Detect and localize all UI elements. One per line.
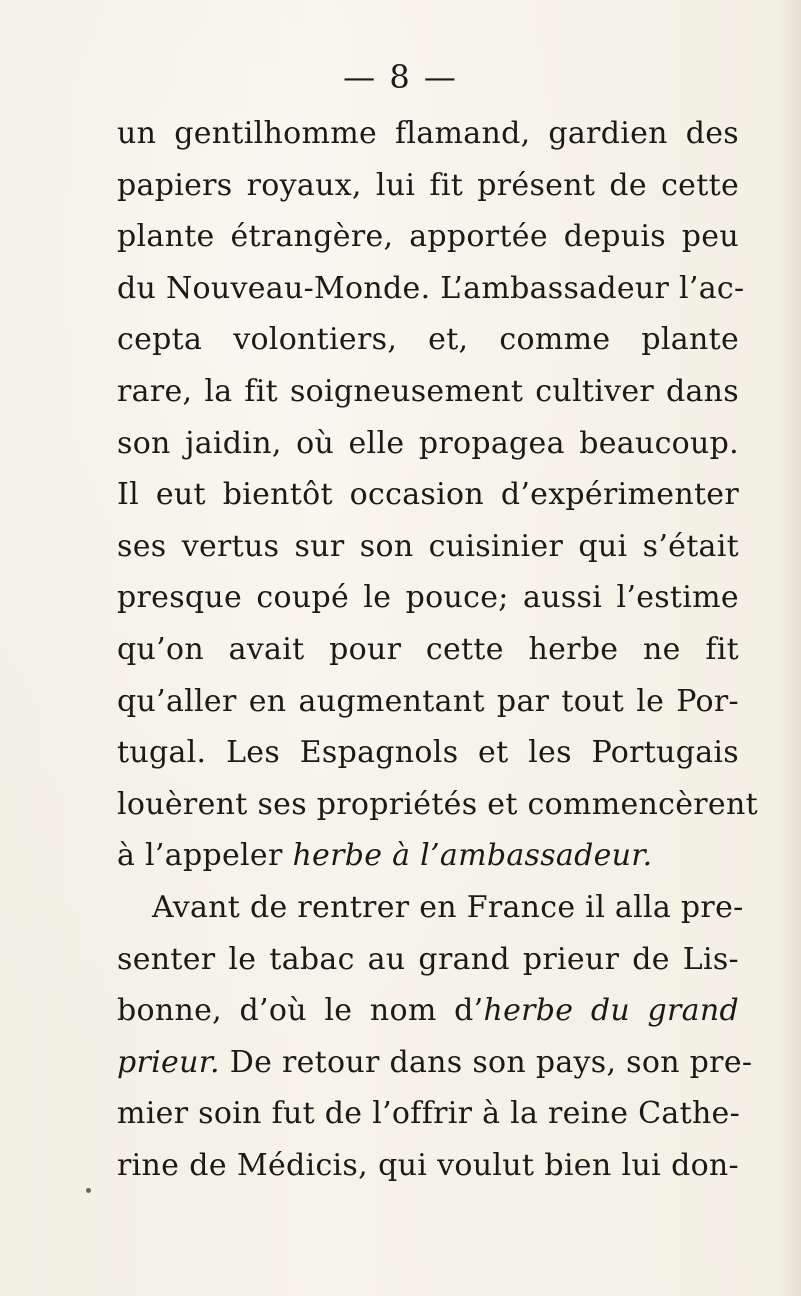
text-run: tugal. Les Espagnols et les Portugais [117, 735, 739, 771]
text-run: à l’appeler [117, 838, 293, 874]
text-run: son jaidin, où elle propagea beaucoup. [117, 425, 739, 461]
text-run: bonne, d’où le nom d’ [117, 993, 484, 1029]
text-line [117, 676, 739, 728]
text-run: rine de Médicis, qui voulut bien lui don- [117, 1147, 739, 1183]
text-line [117, 160, 739, 212]
page-edge-shadow [777, 0, 801, 1296]
text-run: cepta volontiers, et, comme plante [117, 322, 739, 358]
text-run: Il eut bientôt occasion d’expérimenter [117, 477, 739, 513]
italic-text-run: prieur. [117, 1044, 220, 1080]
text-run: papiers royaux, lui fit présent de cette [117, 167, 739, 203]
text-run: mier soin fut de l’offrir à la reine Cathe- [117, 1096, 741, 1132]
text-line [117, 263, 745, 315]
text-line [117, 572, 739, 624]
text-line [117, 779, 758, 831]
text-line [117, 366, 739, 418]
text-line [117, 727, 739, 779]
text-run: senter le tabac au grand prieur de Lis- [117, 941, 739, 977]
text-run: qu’on avait pour cette herbe ne fit [117, 631, 739, 667]
paper-speck [86, 1188, 91, 1193]
text-run: presque coupé le pouce; aussi l’estime [117, 580, 739, 616]
text-line [117, 624, 739, 676]
text-run: louèrent ses propriétés et commencèrent [117, 786, 758, 822]
body-text [117, 108, 758, 1191]
text-run: Avant de rentrer en France il alla pre- [152, 889, 744, 925]
text-line [117, 1140, 739, 1192]
text-run: ses vertus sur son cuisinier qui s’était [117, 528, 739, 564]
text-line [117, 418, 739, 470]
text-line [117, 469, 739, 521]
text-line [117, 985, 739, 1037]
text-line [117, 1088, 739, 1140]
text-line [117, 1037, 753, 1089]
paragraph-first-line [117, 882, 744, 934]
text-run: qu’aller en augmentant par tout le Por- [117, 683, 739, 719]
italic-text-run: herbe à l’ambassadeur. [292, 838, 653, 874]
text-run: un gentilhomme flamand, gardien des [117, 116, 739, 151]
text-line [117, 314, 739, 366]
italic-text-run: herbe du grand [483, 993, 739, 1029]
text-line [117, 830, 739, 882]
page-number: — 8 — [343, 58, 458, 96]
text-line [117, 211, 739, 263]
text-run: rare, la fit soigneusement cultiver dans [117, 373, 739, 409]
text-run: du Nouveau-Monde. L’ambassadeur l’ac- [117, 270, 745, 306]
text-line [117, 108, 739, 160]
text-run: plante étrangère, apportée depuis peu [117, 219, 739, 255]
text-line [117, 934, 739, 986]
text-run: De retour dans son pays, son pre- [219, 1044, 753, 1080]
text-line [117, 521, 739, 573]
